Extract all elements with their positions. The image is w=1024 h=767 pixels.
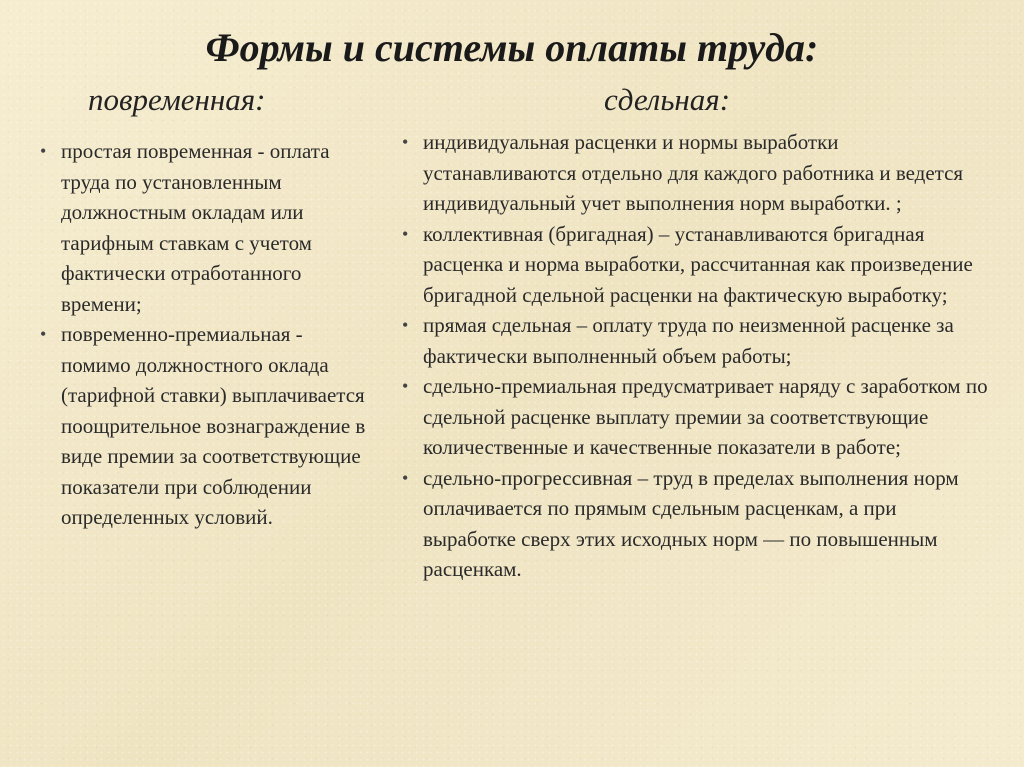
bullet-icon: • [402,132,409,152]
list-item [40,136,376,319]
left-column [40,136,376,533]
right-column-heading: сдельная: [604,82,731,117]
list-item-text: прямая сдельная – оплату труда по неизменной расценке за фактически выполненный объем работы; [423,313,954,368]
right-bullet-list [402,127,992,585]
list-item [402,219,992,311]
list-item-text: коллективная (бригадная) – устанавливаются бригадная расценка и норма выработки, рассчитанная как произведение бригадной сдельной расценки на фактическую выработку; [423,221,973,307]
list-item [402,310,992,371]
list-item [40,319,376,533]
list-item-text: простая повременная - оплата труда по установленным должностным окладам или тарифным ставкам с учетом фактически отработанного времени; [61,139,330,316]
bullet-icon: • [402,467,409,488]
bullet-icon: • [402,376,409,396]
bullet-icon: • [402,315,409,335]
bullet-icon: • [402,223,409,244]
list-item-text: повременно-премиальная - помимо должностного оклада (тарифной ставки) выплачивается поощрительное вознаграждение в виде премии за соответствующие показатели при соблюдении определенных условий. [61,322,366,529]
right-column [402,127,992,585]
left-column-heading: повременная: [88,82,266,117]
list-item [402,127,992,219]
list-item [402,371,992,463]
bullet-icon: • [40,324,47,344]
list-item-text: сдельно-прогрессивная – труд в пределах выполнения норм оплачивается по прямым сдельным расценкам, а при выработке сверх этих исходных норм — по повышенным расценкам. [423,465,959,581]
list-item-text: индивидуальная расценки и нормы выработки устанавливаются отдельно для каждого работника и ведется индивидуальный учет выполнения норм выработки. ; [423,130,964,215]
bullet-icon: • [40,141,47,161]
list-item-text: сдельно-премиальная предусматривает наряду с заработком по сдельной расценке выплату премии за соответствующие количественные и качественные показатели в работе; [423,374,988,459]
left-bullet-list [40,136,376,533]
slide-title: Формы и системы оплаты труда: [205,25,819,70]
list-item [402,463,992,585]
